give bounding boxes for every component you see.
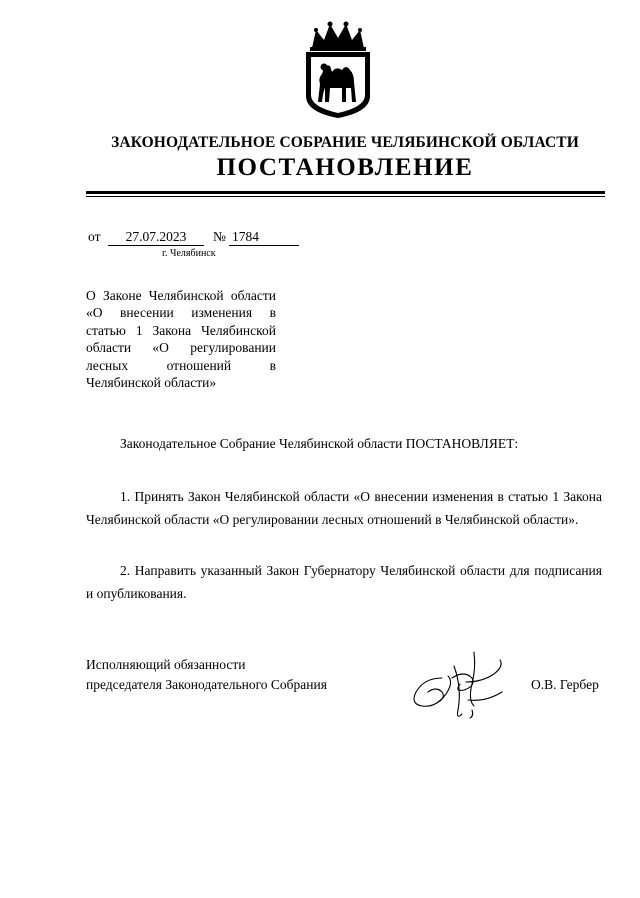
organization-title: ЗАКОНОДАТЕЛЬНОЕ СОБРАНИЕ ЧЕЛЯБИНСКОЙ ОБЛАСТИ [111,134,579,151]
city-label: г. Челябинск [162,248,216,259]
signer-title-line-1: Исполняющий обязанности [86,657,246,672]
document-type-title: ПОСТАНОВЛЕНИЕ [216,154,474,181]
date-prefix: от [88,229,101,244]
document-number: 1784 [229,229,299,246]
header-rule-thick [86,191,605,194]
header-rule-thin [86,196,605,197]
signer-title-line-2: председателя Законодательного Собрания [86,677,327,692]
signer-name: О.В. Гербер [531,677,599,692]
body-paragraph-2: 2. Направить указанный Закон Губернатору Челябинской области для подписания и опубликования. [86,563,602,602]
preamble: Законодательное Собрание Челябинской области ПОСТАНОВЛЯЕТ: [120,436,519,451]
body-paragraph-1: 1. Принять Закон Челябинской области «О внесении изменения в статью 1 Закона Челябинской области «О регулировании лесных отношений в Челябинской области». [86,489,602,528]
document-date: 27.07.2023 [108,229,204,246]
handwritten-signature [402,648,522,728]
number-sign: № [213,229,226,244]
coat-of-arms-icon [296,18,380,120]
document-subject: О Законе Челябинской области «О внесении изменения в статью 1 Закона Челябинской области «О регулировании лесных отношений в Челябинской области» [86,288,276,391]
